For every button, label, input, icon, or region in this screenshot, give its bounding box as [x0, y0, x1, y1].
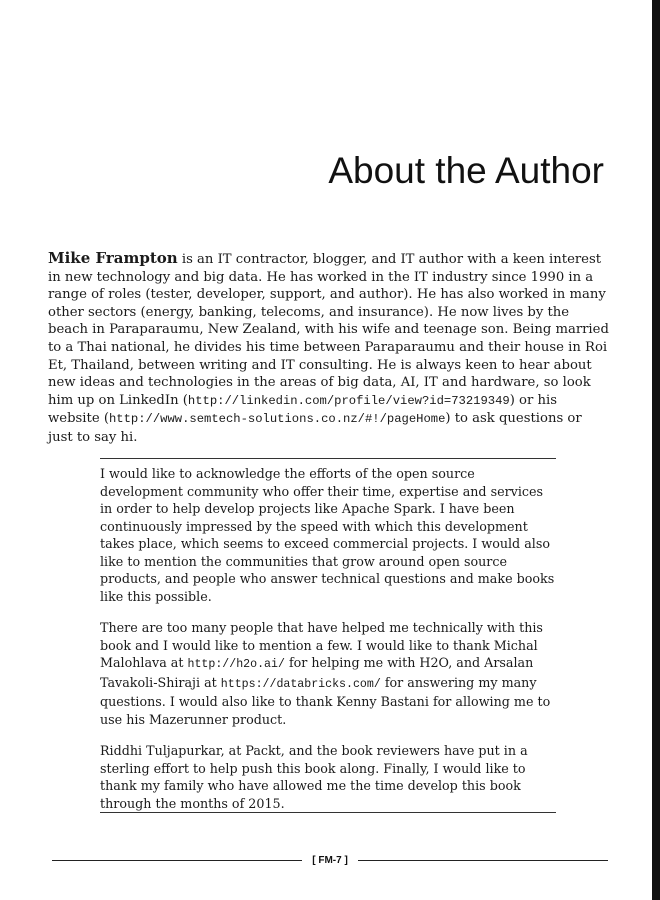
author-name: Mike Frampton — [48, 249, 178, 267]
page-edge-shadow — [652, 0, 660, 900]
bio-text: is an IT contractor, blogger, and IT author with a keen interest in new technology and big data. He has worked in the IT industry since 1990 in a range of roles (tester, developer, support, and author). He has also worked in many other sectors (energy, banking, telecoms, and insurance). He now lives by the beach in Paraparaumu, New Zealand, with his wife and teenage son. Being married to a Thai national, he divides his time between Paraparaumu and their house in Roi Et, Thailand, between writing and IT consulting. He is always keen to hear about new ideas and technologies in the areas of big data, AI, IT and hardware, so look him up on LinkedIn ( — [48, 252, 609, 408]
databricks-url[interactable]: https://databricks.com/ — [220, 677, 381, 691]
author-bio — [48, 250, 610, 447]
bio-text: ) or his website ( — [48, 392, 557, 427]
linkedin-url[interactable]: http://linkedin.com/profile/view?id=73219349 — [187, 393, 510, 408]
website-url[interactable]: http://www.semtech-solutions.co.nz/#!/pageHome — [108, 412, 446, 427]
h2o-url[interactable]: http://h2o.ai/ — [187, 658, 285, 671]
footer-rule-left — [52, 860, 302, 861]
page-footer — [52, 852, 608, 868]
acknowledgement-paragraph — [100, 619, 556, 728]
bio-text: ) to ask questions or just to say hi. — [48, 411, 582, 445]
acknowledgement-paragraph: Riddhi Tuljapurkar, at Packt, and the book reviewers have put in a sterling effort to help push this book along. Finally, I would like to thank my family who have allowed me the time develop this book through the months of 2015. — [100, 743, 528, 811]
page-title: About the Author — [328, 150, 604, 191]
ack-text: for answering my many questions. I would also like to thank Kenny Bastani for allowing me to use his Mazerunner product. — [100, 674, 551, 727]
page-number: [ FM-7 ] — [312, 854, 348, 866]
footer-rule-right — [358, 860, 608, 861]
ack-text: for helping me with H2O, and Arsalan Tavakoli-Shiraji at — [100, 655, 534, 690]
acknowledgement-paragraph: I would like to acknowledge the efforts of the open source development community who offer their time, expertise and services in order to help develop projects like Apache Spark. I have been continuously impressed by the speed with which this development takes place, which seems to exceed commercial projects. I would also like to mention the communities that grow around open source products, and people who answer technical questions and make books like this possible. — [100, 466, 555, 604]
acknowledgements-box — [100, 458, 556, 813]
ack-text: There are too many people that have helped me technically with this book and I would like to mention a few. I would like to thank Michal Malohlava at — [100, 620, 543, 670]
